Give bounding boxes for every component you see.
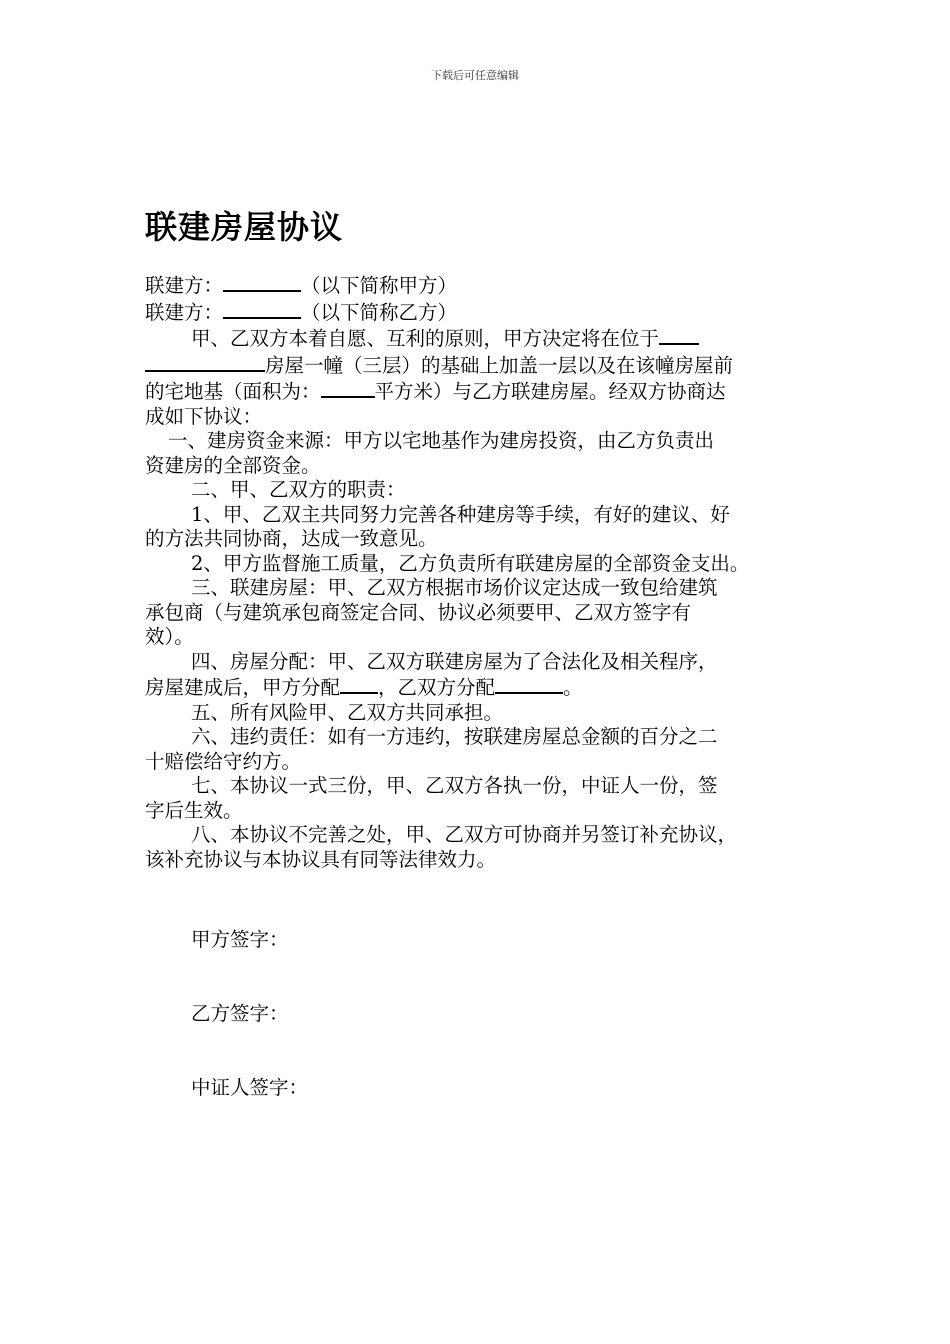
page-header: 下载后可任意编辑 [431, 69, 519, 82]
party-a-prefix: 联建方： [145, 274, 224, 297]
section-2-title: 二、甲、乙双方的职责： [191, 478, 406, 501]
preamble-text-3a: 的宅地基（面积为： [145, 380, 321, 403]
section-5: 五、所有风险甲、乙双方共同承担。 [191, 700, 504, 724]
witness-signature-label: 中证人签字： [191, 1076, 309, 1099]
party-a-blank [223, 272, 301, 292]
party-b-line [145, 299, 810, 326]
party-a-signature-label: 甲方签字： [191, 928, 289, 951]
section-3-line-1: 三、联建房屋：甲、乙双方根据市场价议定达成一致包给建筑 [191, 576, 718, 599]
location-blank-2 [145, 352, 265, 372]
section-4-text-b: ，乙双方分配 [378, 676, 496, 699]
section-4-line-1: 四、房屋分配：甲、乙双方联建房屋为了合法化及相关程序， [191, 649, 718, 673]
preamble-line-2 [145, 352, 810, 379]
party-b-prefix: 联建方： [145, 300, 224, 324]
section-4-text-c: 。 [563, 676, 583, 699]
section-8-line-1: 八、本协议不完善之处，甲、乙双方可协商并另签订补充协议， [191, 823, 738, 846]
area-blank [321, 378, 375, 398]
party-b-blank [223, 299, 301, 319]
party-a-line [145, 272, 810, 299]
party-b-signature-label: 乙方签字： [191, 1002, 289, 1025]
section-1-line-2: 资建房的全部资金。 [145, 453, 321, 477]
party-b-suffix: （以下简称乙方） [301, 300, 458, 324]
section-3-line-3: 效）。 [145, 625, 194, 648]
preamble-text-3b: 平方米）与乙方联建房屋。经双方协商达 [374, 380, 726, 403]
party-b-share-blank [495, 674, 563, 694]
section-3-line-2: 承包商（与建筑承包商签定合同、协议必须要甲、乙双方签字有 [145, 600, 692, 624]
section-2-2: 2、甲方监督施工质量，乙方负责所有联建房屋的全部资金支出。 [191, 551, 750, 575]
section-7-line-2: 字后生效。 [145, 798, 243, 822]
section-2-1-line-1: 1、甲、乙双主共同努力完善各种建房等手续，有好的建议、好 [191, 502, 730, 526]
preamble-line-1 [145, 325, 810, 352]
party-a-share-blank [340, 674, 378, 694]
preamble-line-4: 成如下协议： [145, 404, 263, 428]
preamble-text-1: 甲、乙双方本着自愿、互利的原则，甲方决定将在位于 [191, 327, 660, 350]
section-6-line-2: 十赔偿给守约方。 [145, 749, 302, 773]
document-title: 联建房屋协议 [145, 208, 344, 246]
section-7-line-1: 七、本协议一式三份，甲、乙双方各执一份，中证人一份，签 [191, 774, 718, 797]
section-1-line-1: 一、建房资金来源：甲方以宅地基作为建房投资，由乙方负责出 [168, 429, 715, 452]
location-blank-1 [659, 325, 699, 345]
section-2-1-line-2: 的方法共同协商，达成一致意见。 [145, 527, 438, 550]
section-8-line-2: 该补充协议与本协议具有同等法律效力。 [145, 847, 497, 871]
section-4-line-2 [145, 674, 810, 701]
preamble-line-3 [145, 378, 810, 405]
agreement-body [145, 272, 810, 872]
preamble-text-2: 房屋一幢（三层）的基础上加盖一层以及在该幢房屋前 [265, 353, 734, 377]
section-4-text-a: 房屋建成后，甲方分配 [145, 676, 341, 699]
party-a-suffix: （以下简称甲方） [301, 274, 458, 297]
section-6-line-1: 六、违约责任：如有一方违约，按联建房屋总金额的百分之二 [191, 725, 718, 748]
